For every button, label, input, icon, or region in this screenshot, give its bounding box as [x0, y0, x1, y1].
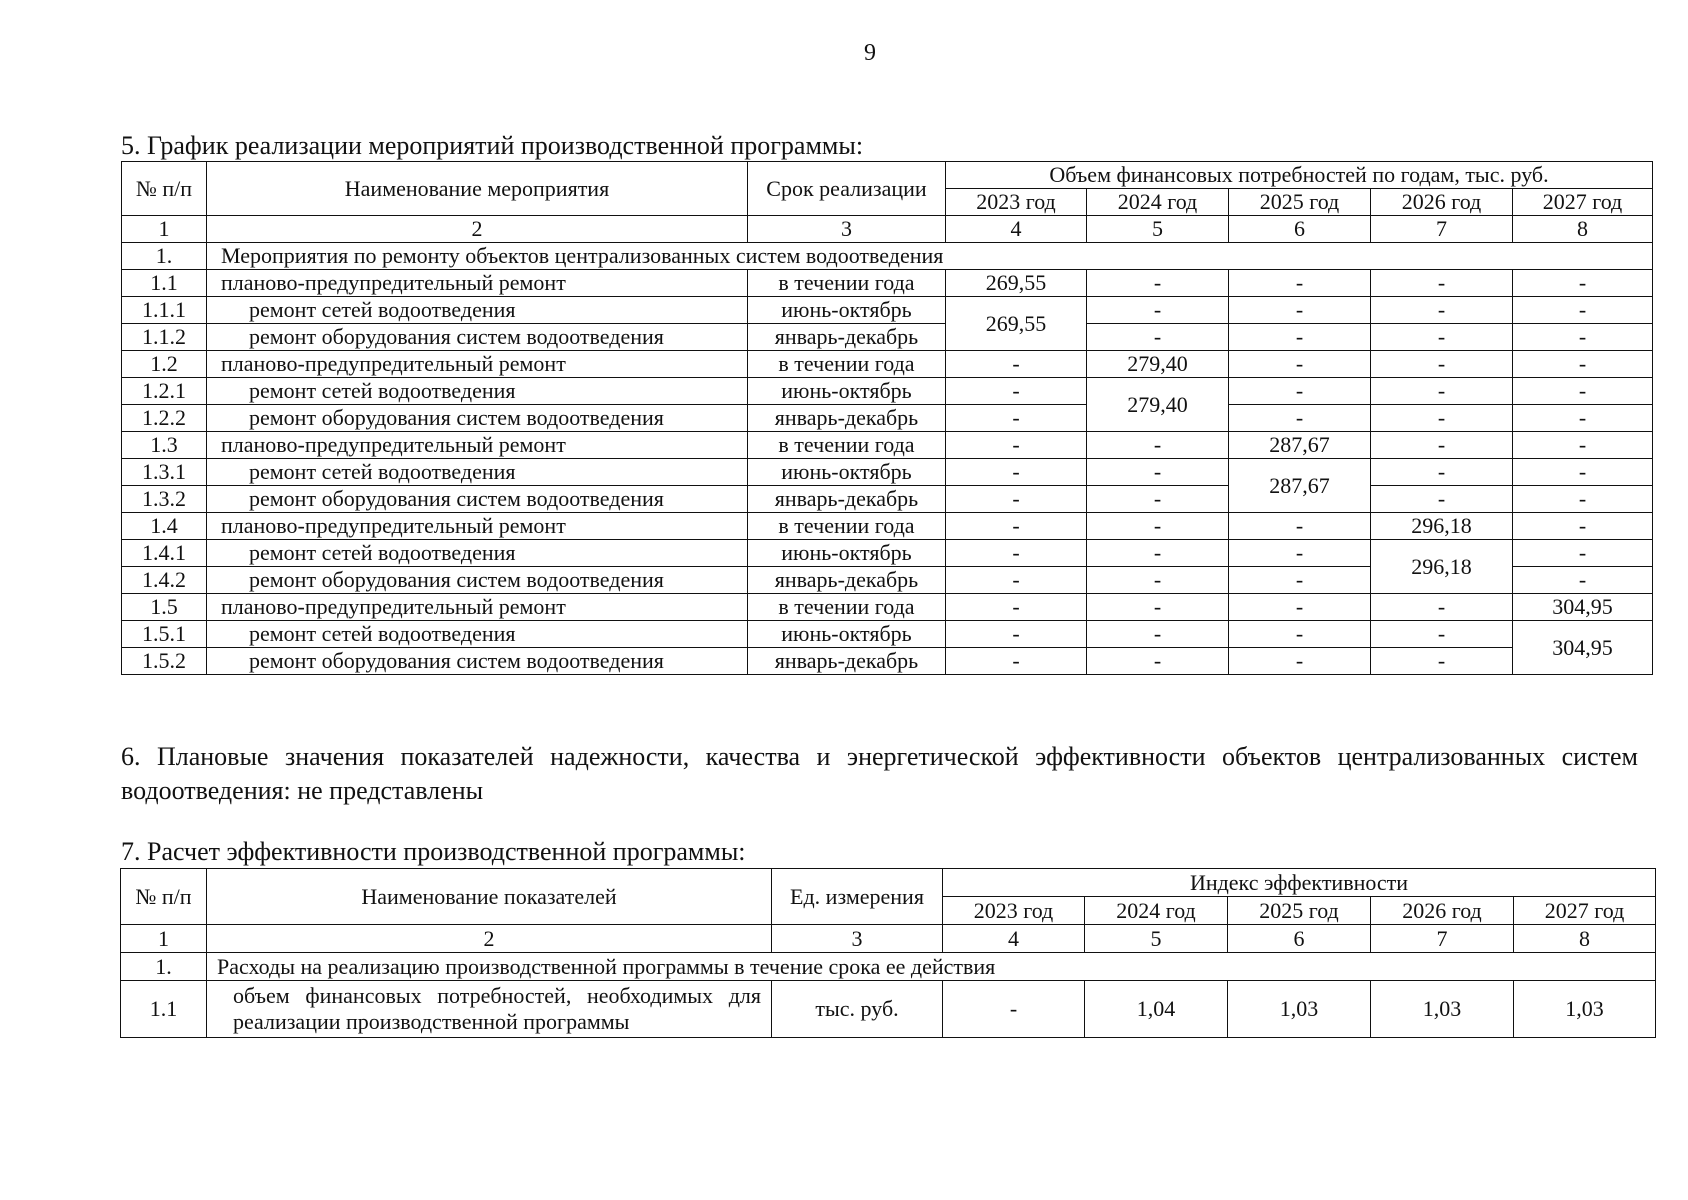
row-term: июнь-октябрь: [748, 378, 946, 405]
column-number: 6: [1228, 925, 1371, 953]
column-number: 6: [1229, 216, 1371, 243]
row-value: -: [1371, 648, 1513, 675]
row-value: -: [946, 567, 1087, 594]
row-term: январь-декабрь: [748, 324, 946, 351]
column-number: 7: [1371, 216, 1513, 243]
row-value: -: [1229, 378, 1371, 405]
row-value: -: [1371, 351, 1513, 378]
row-value: -: [1513, 513, 1653, 540]
row-name: ремонт оборудования систем водоотведения: [207, 567, 748, 594]
row-value: -: [1513, 567, 1653, 594]
column-number: 4: [946, 216, 1087, 243]
row-num: 1.5.2: [122, 648, 207, 675]
row-value: -: [1513, 378, 1653, 405]
row-value: -: [1229, 540, 1371, 567]
header-year: 2023 год: [943, 897, 1085, 925]
row-num: 1.5.1: [122, 621, 207, 648]
table-row: [122, 432, 1653, 459]
row-num: 1.1: [121, 981, 207, 1038]
row-value: -: [1087, 540, 1229, 567]
row-name: ремонт оборудования систем водоотведения: [207, 324, 748, 351]
row-value: -: [1087, 648, 1229, 675]
row-name: планово-предупредительный ремонт: [207, 432, 748, 459]
page-number: 9: [864, 40, 876, 66]
row-name: планово-предупредительный ремонт: [207, 351, 748, 378]
row-value: -: [1087, 567, 1229, 594]
column-number: 4: [943, 925, 1085, 953]
section-row-num: 1.: [122, 243, 207, 270]
row-name: ремонт оборудования систем водоотведения: [207, 405, 748, 432]
row-value-merged: 296,18: [1371, 540, 1513, 594]
row-term: в течении года: [748, 594, 946, 621]
row-value: -: [946, 621, 1087, 648]
table-row: [122, 540, 1653, 567]
schedule-table: [121, 161, 1653, 675]
table-row: [121, 981, 1656, 1038]
row-value: 1,03: [1228, 981, 1371, 1038]
column-number: 7: [1371, 925, 1514, 953]
row-term: июнь-октябрь: [748, 621, 946, 648]
section-7-title: 7. Расчет эффективности производственной программы:: [121, 837, 746, 866]
table-row: [122, 297, 1653, 324]
column-number: 1: [122, 216, 207, 243]
row-value: -: [1513, 459, 1653, 486]
row-num: 1.5: [122, 594, 207, 621]
row-name: объем финансовых потребностей, необходимых для реализации производственной программы: [207, 981, 772, 1038]
row-value: -: [1513, 405, 1653, 432]
row-value: -: [946, 378, 1087, 405]
header-year: 2027 год: [1513, 189, 1653, 216]
header-index: Индекс эффективности: [943, 869, 1656, 897]
row-value: -: [946, 351, 1087, 378]
table-row: [122, 270, 1653, 297]
row-value: -: [946, 405, 1087, 432]
table-row: [122, 405, 1653, 432]
row-value-merged: 304,95: [1513, 621, 1653, 675]
row-value: -: [1229, 621, 1371, 648]
row-term: январь-декабрь: [748, 405, 946, 432]
row-value: -: [946, 648, 1087, 675]
row-num: 1.1.2: [122, 324, 207, 351]
row-value: -: [1513, 540, 1653, 567]
row-value: -: [1371, 432, 1513, 459]
header-num: № п/п: [121, 869, 207, 925]
row-value: -: [1371, 405, 1513, 432]
row-num: 1.1.1: [122, 297, 207, 324]
table-row: [122, 621, 1653, 648]
column-number: 2: [207, 216, 748, 243]
header-num: № п/п: [122, 162, 207, 216]
column-number: 8: [1513, 216, 1653, 243]
header-year: 2024 год: [1085, 897, 1228, 925]
row-value: 1,04: [1085, 981, 1228, 1038]
row-value: 304,95: [1513, 594, 1653, 621]
row-value: -: [1371, 459, 1513, 486]
row-value: -: [1087, 324, 1229, 351]
row-value: -: [1371, 324, 1513, 351]
header-year: 2026 год: [1371, 897, 1514, 925]
table-row: [122, 459, 1653, 486]
column-number: 5: [1085, 925, 1228, 953]
row-value: -: [1513, 432, 1653, 459]
row-value: -: [946, 513, 1087, 540]
row-num: 1.1: [122, 270, 207, 297]
section-row-num: 1.: [121, 953, 207, 981]
row-value: -: [1513, 486, 1653, 513]
table-row: [122, 378, 1653, 405]
row-value: 287,67: [1229, 432, 1371, 459]
row-name: ремонт оборудования систем водоотведения: [207, 486, 748, 513]
row-num: 1.2: [122, 351, 207, 378]
row-value: -: [1087, 270, 1229, 297]
row-value: -: [1229, 351, 1371, 378]
row-value: -: [946, 540, 1087, 567]
row-name: планово-предупредительный ремонт: [207, 594, 748, 621]
row-name: ремонт оборудования систем водоотведения: [207, 648, 748, 675]
row-num: 1.2.1: [122, 378, 207, 405]
row-value: -: [1087, 297, 1229, 324]
row-value: -: [1513, 270, 1653, 297]
row-value: -: [1087, 513, 1229, 540]
row-value: -: [1371, 270, 1513, 297]
column-number: 3: [772, 925, 943, 953]
row-value: -: [1229, 513, 1371, 540]
row-term: январь-декабрь: [748, 648, 946, 675]
header-unit: Ед. измерения: [772, 869, 943, 925]
row-value-merged: 287,67: [1229, 459, 1371, 513]
row-term: июнь-октябрь: [748, 540, 946, 567]
column-number: 8: [1514, 925, 1656, 953]
table-row: [122, 513, 1653, 540]
row-name: планово-предупредительный ремонт: [207, 513, 748, 540]
table-row: [122, 324, 1653, 351]
row-value: -: [1229, 297, 1371, 324]
row-value-merged: 269,55: [946, 297, 1087, 351]
row-value: -: [1229, 405, 1371, 432]
header-name: Наименование мероприятия: [207, 162, 748, 216]
row-value-merged: 279,40: [1087, 378, 1229, 432]
column-number: 1: [121, 925, 207, 953]
row-term: январь-декабрь: [748, 486, 946, 513]
row-term: в течении года: [748, 513, 946, 540]
row-value: -: [1229, 567, 1371, 594]
row-value: -: [1087, 621, 1229, 648]
header-volume: Объем финансовых потребностей по годам, тыс. руб.: [946, 162, 1653, 189]
row-value: -: [946, 594, 1087, 621]
row-value: -: [1087, 459, 1229, 486]
header-term: Срок реализации: [748, 162, 946, 216]
row-value: -: [1513, 297, 1653, 324]
row-value: -: [1513, 351, 1653, 378]
table-row: [122, 594, 1653, 621]
row-value: -: [1229, 594, 1371, 621]
row-term: в течении года: [748, 432, 946, 459]
row-name: ремонт сетей водоотведения: [207, 540, 748, 567]
row-value: -: [946, 459, 1087, 486]
row-name: ремонт сетей водоотведения: [207, 621, 748, 648]
section-row-text: Мероприятия по ремонту объектов централизованных систем водоотведения: [207, 243, 1653, 270]
table-row: [122, 486, 1653, 513]
section-row: [121, 953, 1656, 981]
header-year: 2024 год: [1087, 189, 1229, 216]
row-value: 269,55: [946, 270, 1087, 297]
column-number-row: [122, 216, 1653, 243]
row-term: январь-декабрь: [748, 567, 946, 594]
row-value: -: [1229, 324, 1371, 351]
section-5-title: 5. График реализации мероприятий производственной программы:: [121, 131, 864, 160]
section-row-text: Расходы на реализацию производственной программы в течение срока ее действия: [207, 953, 1656, 981]
row-value: -: [1229, 270, 1371, 297]
row-value: -: [1371, 486, 1513, 513]
section-row: [122, 243, 1653, 270]
row-name: ремонт сетей водоотведения: [207, 378, 748, 405]
row-name: ремонт сетей водоотведения: [207, 459, 748, 486]
column-number-row: [121, 925, 1656, 953]
row-num: 1.3.1: [122, 459, 207, 486]
row-num: 1.4.2: [122, 567, 207, 594]
row-value: -: [1087, 432, 1229, 459]
row-value: -: [1371, 378, 1513, 405]
column-number: 5: [1087, 216, 1229, 243]
row-value: -: [1087, 486, 1229, 513]
row-value: 296,18: [1371, 513, 1513, 540]
table-row: [122, 648, 1653, 675]
row-term: в течении года: [748, 270, 946, 297]
row-value: -: [1087, 594, 1229, 621]
row-value: 1,03: [1371, 981, 1514, 1038]
row-value: -: [943, 981, 1085, 1038]
header-year: 2023 год: [946, 189, 1087, 216]
row-value: -: [1371, 621, 1513, 648]
table-row: [122, 351, 1653, 378]
section-6-text: 6. Плановые значения показателей надежности, качества и энергетической эффективности объектов централизованных систем водоотведения: не представлены: [121, 742, 1638, 805]
row-value: -: [946, 486, 1087, 513]
column-number: 3: [748, 216, 946, 243]
header-year: 2025 год: [1229, 189, 1371, 216]
row-num: 1.3.2: [122, 486, 207, 513]
row-unit: тыс. руб.: [772, 981, 943, 1038]
row-num: 1.3: [122, 432, 207, 459]
row-value: 279,40: [1087, 351, 1229, 378]
row-value: -: [1371, 594, 1513, 621]
row-value: 1,03: [1514, 981, 1656, 1038]
row-num: 1.4.1: [122, 540, 207, 567]
header-year: 2027 год: [1514, 897, 1656, 925]
row-num: 1.2.2: [122, 405, 207, 432]
row-term: в течении года: [748, 351, 946, 378]
row-value: -: [1513, 324, 1653, 351]
row-name: ремонт сетей водоотведения: [207, 297, 748, 324]
header-year: 2025 год: [1228, 897, 1371, 925]
row-value: -: [946, 432, 1087, 459]
column-number: 2: [207, 925, 772, 953]
row-value: -: [1229, 648, 1371, 675]
efficiency-table: [120, 868, 1656, 1038]
row-name: планово-предупредительный ремонт: [207, 270, 748, 297]
header-year: 2026 год: [1371, 189, 1513, 216]
row-term: июнь-октябрь: [748, 459, 946, 486]
row-term: июнь-октябрь: [748, 297, 946, 324]
header-name: Наименование показателей: [207, 869, 772, 925]
row-num: 1.4: [122, 513, 207, 540]
row-value: -: [1371, 297, 1513, 324]
